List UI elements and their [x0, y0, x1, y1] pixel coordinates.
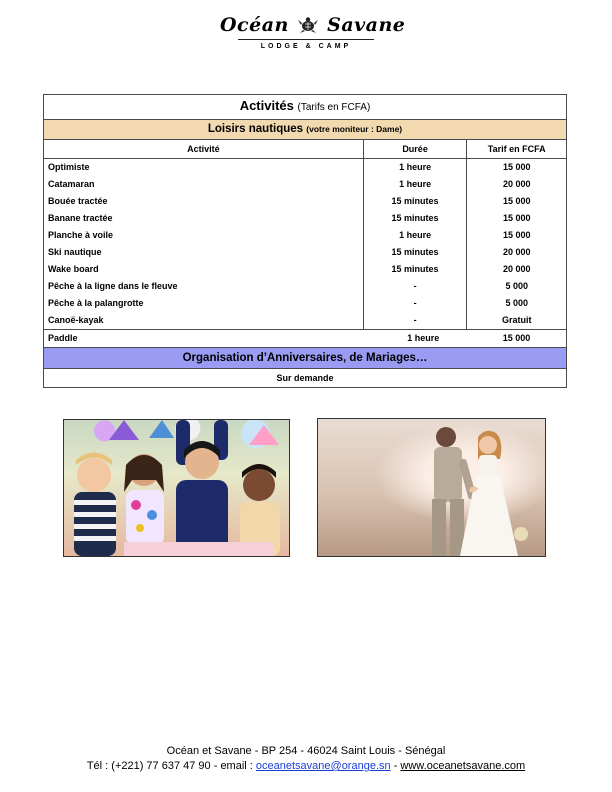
- footer-address: Océan et Savane - BP 254 - 46024 Saint Louis - Sénégal: [166, 745, 446, 757]
- table-row: [44, 295, 567, 312]
- duration-cell: -: [363, 295, 467, 312]
- price-cell: 15 000: [467, 330, 567, 348]
- logo-name-savane: Savane: [327, 14, 406, 36]
- events-note: Sur demande: [44, 369, 567, 388]
- events-note-row: [44, 369, 567, 388]
- section-nautical-note: (votre moniteur : Dame): [306, 124, 403, 134]
- column-headers: [44, 140, 567, 159]
- section-nautical-cell: [44, 120, 567, 140]
- table-title-text: Activités: [239, 98, 294, 113]
- price-cell: 15 000: [467, 210, 567, 227]
- table-row: [44, 210, 567, 227]
- footer-email-link[interactable]: oceanetsavane@orange.sn: [255, 760, 391, 772]
- table-row: [44, 261, 567, 278]
- table-row: [44, 176, 567, 193]
- duration-cell: 15 minutes: [363, 244, 467, 261]
- header-activity: Activité: [44, 140, 364, 159]
- activity-cell: Banane tractée: [44, 210, 364, 227]
- activity-cell: Canoë-kayak: [44, 312, 364, 330]
- table-row: [44, 193, 567, 210]
- price-cell: 15 000: [467, 159, 567, 177]
- table-row-paddle: [44, 330, 567, 348]
- table-row: [44, 312, 567, 330]
- duration-cell: 15 minutes: [363, 261, 467, 278]
- footer-contact: [0, 759, 612, 774]
- price-cell: Gratuit: [467, 312, 567, 330]
- price-cell: 20 000: [467, 176, 567, 193]
- wedding-couple-illustration: [318, 419, 545, 556]
- party-kids-illustration: [64, 420, 289, 556]
- duration-cell: 1 heure: [363, 227, 467, 244]
- header-duration: Durée: [363, 140, 467, 159]
- logo: [220, 14, 406, 56]
- duration-cell: 1 heure: [407, 333, 440, 343]
- footer-separator: -: [393, 760, 398, 772]
- duration-cell: -: [363, 312, 467, 330]
- table-title-row: [44, 95, 567, 120]
- activity-cell: Pêche à la palangrotte: [44, 295, 364, 312]
- table-row: [44, 278, 567, 295]
- section-nautical-label: Loisirs nautiques: [207, 123, 304, 135]
- activity-cell: Pêche à la ligne dans le fleuve: [44, 278, 364, 295]
- footer-website-link[interactable]: www.oceanetsavane.com: [400, 760, 526, 772]
- logo-name-ocean: Océan: [220, 14, 289, 36]
- turtle-icon: [297, 16, 319, 34]
- activities-table: [43, 94, 567, 388]
- activity-cell: Wake board: [44, 261, 364, 278]
- activity-cell: Optimiste: [44, 159, 364, 177]
- price-cell: 20 000: [467, 261, 567, 278]
- duration-cell: 15 minutes: [363, 193, 467, 210]
- price-cell: 5 000: [467, 295, 567, 312]
- table-row: [44, 159, 567, 177]
- activity-cell: Ski nautique: [44, 244, 364, 261]
- activity-cell: Bouée tractée: [44, 193, 364, 210]
- table-row: [44, 244, 567, 261]
- activity-cell: Catamaran: [44, 176, 364, 193]
- table-row: [44, 227, 567, 244]
- duration-cell: 1 heure: [363, 159, 467, 177]
- table-title-note: (Tarifs en FCFA): [297, 102, 371, 113]
- duration-cell: -: [363, 278, 467, 295]
- duration-cell: 1 heure: [363, 176, 467, 193]
- logo-subtitle: LODGE & CAMP: [260, 43, 352, 50]
- header-price: Tarif en FCFA: [467, 140, 567, 159]
- birthday-party-photo: [63, 419, 290, 557]
- wedding-photo: [317, 418, 546, 557]
- logo-name: [220, 14, 406, 36]
- section-header-events: [44, 348, 567, 369]
- logo-divider: [238, 39, 374, 40]
- section-header-nautical: [44, 120, 567, 140]
- price-cell: 15 000: [467, 193, 567, 210]
- price-cell: 5 000: [467, 278, 567, 295]
- activity-cell: Paddle: [44, 330, 364, 348]
- footer-phone: Tél : (+221) 77 637 47 90 - email :: [86, 760, 253, 772]
- price-cell: 15 000: [467, 227, 567, 244]
- section-events-label: Organisation d’Anniversaires, de Mariages…: [44, 348, 567, 369]
- activity-cell: Planche à voile: [44, 227, 364, 244]
- table-title: [44, 95, 567, 120]
- price-cell: 20 000: [467, 244, 567, 261]
- duration-cell: 15 minutes: [363, 210, 467, 227]
